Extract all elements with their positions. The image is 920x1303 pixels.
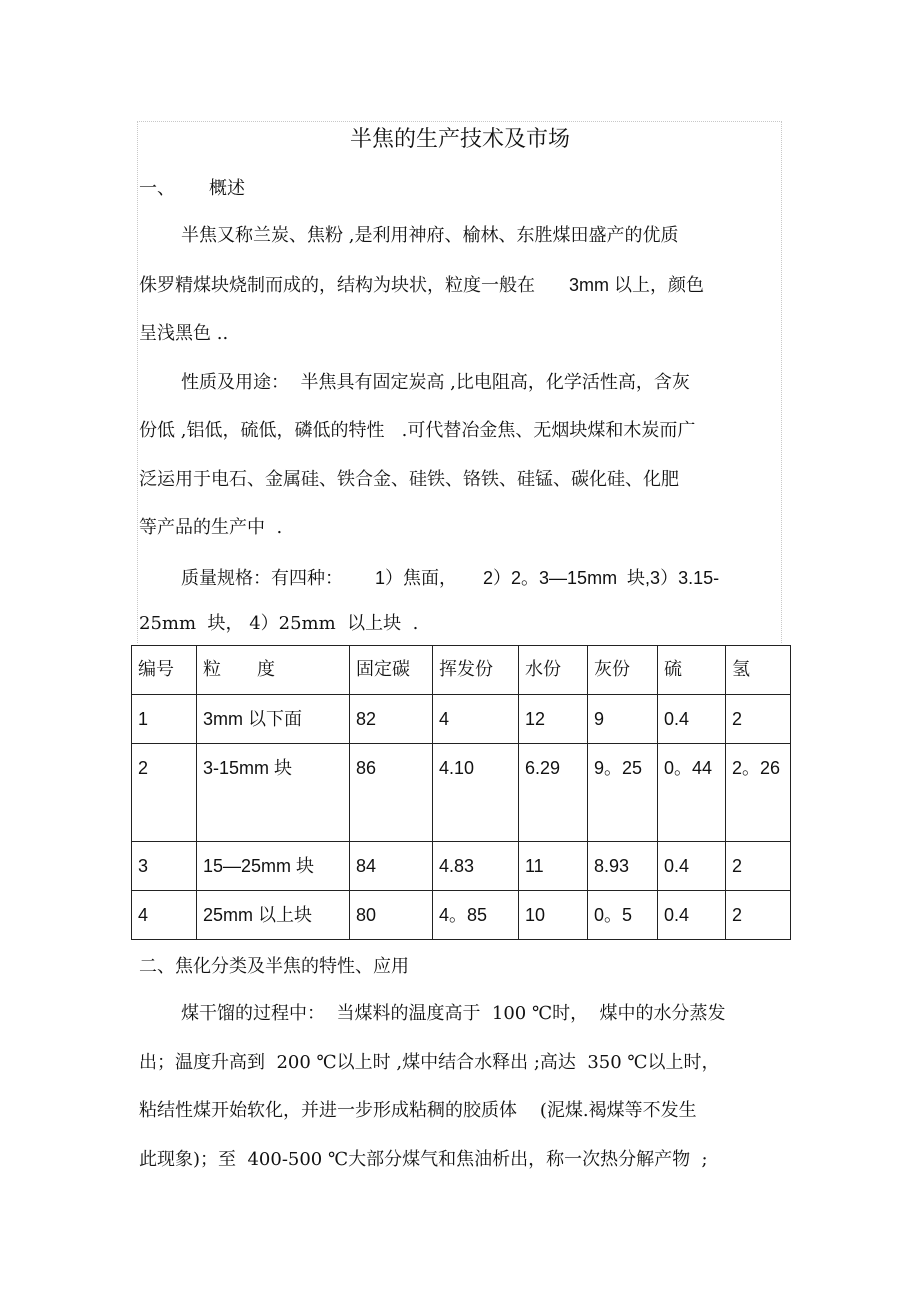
table-cell: 2 <box>726 891 791 940</box>
table-cell: 2。26 <box>726 744 791 842</box>
table-cell: 2 <box>726 695 791 744</box>
table-cell: 4.10 <box>433 744 519 842</box>
table-cell: 9。25 <box>588 744 658 842</box>
section1-heading <box>139 176 245 202</box>
table-cell: 6.29 <box>519 744 588 842</box>
para2-line3: 泛运用于电石、金属硅、铁合金、硅铁、铬铁、硅锰、碳化硅、化肥 <box>139 469 679 490</box>
table-cell: 4。85 <box>433 891 519 940</box>
header-cell: 粒 度 <box>197 646 350 695</box>
para3-line2: 25mm 块， 4）25mm 以上块 . <box>139 613 419 634</box>
header-cell: 水份 <box>519 646 588 695</box>
table-cell: 8.93 <box>588 842 658 891</box>
table-row <box>132 695 791 744</box>
header-cell: 硫 <box>658 646 726 695</box>
table-header-row <box>132 646 791 695</box>
section2-line4: 此现象)；至 400-500 ℃大部分煤气和焦油析出，称一次热分解产物 ; <box>139 1149 708 1170</box>
table-cell: 2 <box>726 842 791 891</box>
table-row <box>132 842 791 891</box>
table-cell: 25mm 以上块 <box>197 891 350 940</box>
quality-spec-table <box>131 645 791 940</box>
table-row <box>132 891 791 940</box>
table-cell: 4.83 <box>433 842 519 891</box>
table-cell: 9 <box>588 695 658 744</box>
para2-line4: 等产品的生产中 . <box>139 517 283 538</box>
section2-line1: 煤干馏的过程中： 当煤料的温度高于 100 ℃时， 煤中的水分蒸发 <box>181 1003 726 1024</box>
table-cell: 3mm 以下面 <box>197 695 350 744</box>
section2-heading: 二、焦化分类及半焦的特性、应用 <box>139 956 409 977</box>
header-cell: 编号 <box>132 646 197 695</box>
table-cell: 84 <box>350 842 433 891</box>
header-cell: 灰份 <box>588 646 658 695</box>
table-cell: 82 <box>350 695 433 744</box>
table-cell: 2 <box>132 744 197 842</box>
para1-line2 <box>139 272 704 299</box>
table-cell: 3 <box>132 842 197 891</box>
table-cell: 11 <box>519 842 588 891</box>
para2-line1: 性质及用途： 半焦具有固定炭高 ,比电阻高，化学活性高，含灰 <box>181 372 690 393</box>
table-cell: 3-15mm 块 <box>197 744 350 842</box>
section2-line2: 出；温度升高到 200 ℃以上时 ,煤中结合水释出 ;高达 350 ℃以上时， <box>139 1052 720 1073</box>
table-cell: 4 <box>132 891 197 940</box>
table-cell: 0。44 <box>658 744 726 842</box>
document-title: 半焦的生产技术及市场 <box>349 127 570 152</box>
para3-label: 质量规格：有四种： <box>181 568 343 589</box>
section1-heading-text: 概述 <box>209 178 245 199</box>
para3-item2: 2）2。3—15mm 块,3）3.15- <box>483 568 720 588</box>
header-cell: 挥发份 <box>433 646 519 695</box>
table-cell: 0.4 <box>658 695 726 744</box>
para3-item1: 1）焦面， <box>375 568 458 588</box>
table-cell: 0.4 <box>658 891 726 940</box>
header-cell: 氢 <box>726 646 791 695</box>
para1-line3: 呈浅黑色 .. <box>139 323 229 344</box>
para1-line2-text: 侏罗精煤块烧制而成的，结构为块状，粒度一般在 <box>139 275 535 296</box>
table-cell: 86 <box>350 744 433 842</box>
section2-line3: 粘结性煤开始软化，并进一步形成粘稠的胶质体 (泥煤.褐煤等不发生 <box>139 1100 697 1121</box>
section1-heading-num: 一、 <box>139 178 175 199</box>
table-row <box>132 744 791 842</box>
para3-line1 <box>181 565 719 592</box>
table-cell: 80 <box>350 891 433 940</box>
header-cell: 固定碳 <box>350 646 433 695</box>
table-cell: 0.4 <box>658 842 726 891</box>
table-cell: 1 <box>132 695 197 744</box>
table-cell: 0。5 <box>588 891 658 940</box>
table-cell: 4 <box>433 695 519 744</box>
para2-line2: 份低 ,铝低，硫低，磷低的特性 .可代替冶金焦、无烟块煤和木炭而广 <box>139 420 696 441</box>
para1-line2-size: 3mm 以上，颜色 <box>569 275 704 295</box>
para1-line1: 半焦又称兰炭、焦粉 ,是利用神府、榆林、东胜煤田盛产的优质 <box>181 225 679 246</box>
table-cell: 12 <box>519 695 588 744</box>
table-cell: 10 <box>519 891 588 940</box>
table-cell: 15—25mm 块 <box>197 842 350 891</box>
